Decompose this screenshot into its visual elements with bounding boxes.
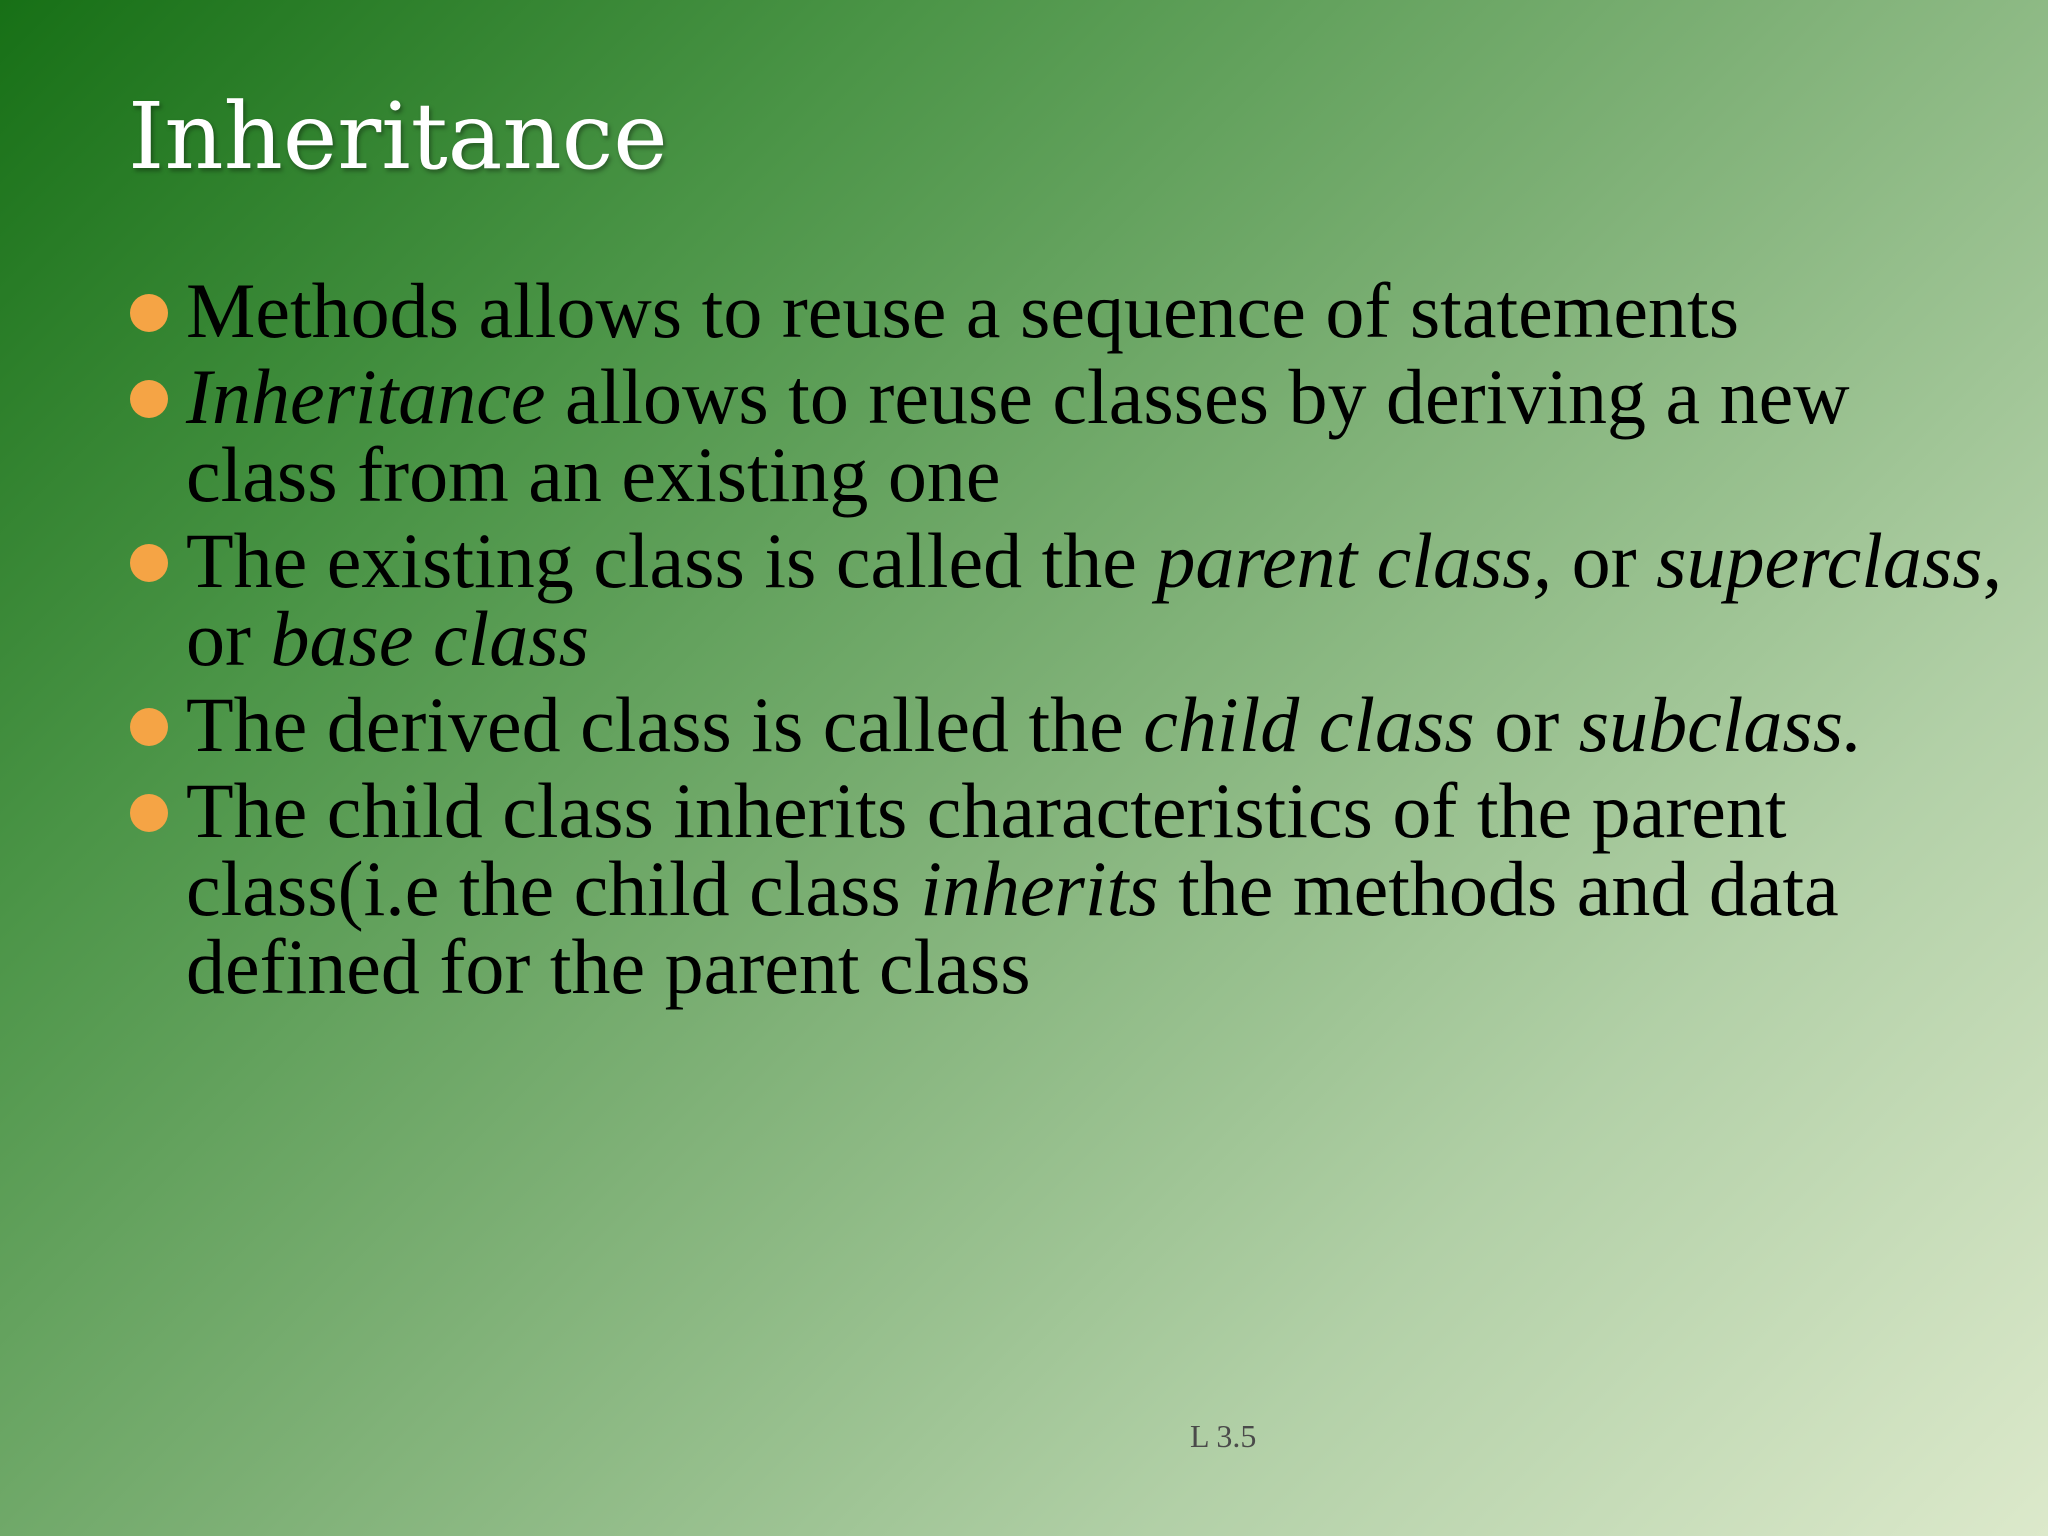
bullet-item	[128, 267, 2008, 354]
italic-term: parent class,	[1156, 517, 1553, 604]
bullet-item	[128, 353, 2008, 518]
text-segment: The child class inherits characteristics of the parent class(i.e the child class	[186, 767, 1787, 932]
italic-term: inherits	[920, 845, 1159, 932]
bullet-list	[128, 267, 2008, 1014]
slide-title: Inheritance	[128, 83, 668, 190]
bullet-text	[186, 267, 2008, 354]
italic-term: child class	[1143, 681, 1475, 768]
text-segment: or	[1552, 517, 1657, 604]
text-segment: The existing class is called the	[186, 517, 1157, 604]
text-segment: The derived class is called the	[186, 681, 1144, 768]
text-segment: the methods and data defined for the parent class	[186, 845, 1839, 1010]
bullet-item	[128, 767, 2008, 1010]
bullet-dot-icon	[130, 708, 168, 746]
text-segment: or	[1474, 681, 1579, 768]
italic-term: subclass.	[1578, 681, 1863, 768]
text-segment: , or	[186, 517, 2003, 682]
bullet-dot-icon	[130, 294, 168, 332]
bullet-item	[128, 681, 2008, 768]
bullet-text	[186, 353, 2008, 518]
bullet-item	[128, 517, 2008, 682]
bullet-dot-icon	[130, 380, 168, 418]
bullet-text	[186, 517, 2008, 682]
slide-footer-label: L 3.5	[1190, 1418, 1257, 1454]
italic-term: superclass	[1656, 517, 1983, 604]
bullet-dot-icon	[130, 794, 168, 832]
italic-term: Inheritance	[186, 353, 546, 440]
bullet-text	[186, 681, 2008, 768]
bullet-dot-icon	[130, 544, 168, 582]
text-segment: Methods allows to reuse a sequence of statements	[186, 267, 1740, 354]
italic-term: base class	[270, 595, 589, 682]
text-segment: allows to reuse classes by deriving a new class from an existing one	[186, 353, 1850, 518]
bullet-text	[186, 767, 2008, 1010]
